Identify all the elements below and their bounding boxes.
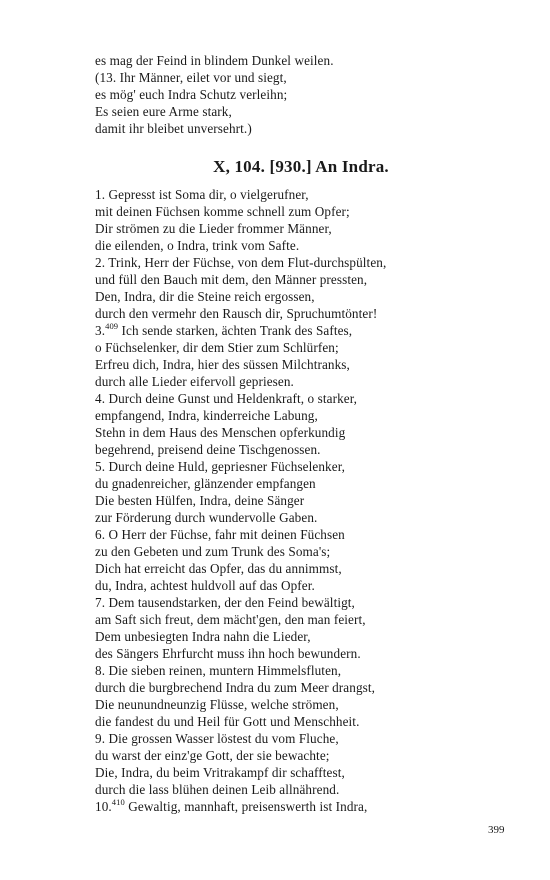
intro-line: damit ihr bleibet unversehrt.): [95, 121, 252, 136]
verse-line: 9. Die grossen Wasser löstest du vom Fluche,: [95, 731, 339, 746]
verse-number: 10.: [95, 799, 112, 814]
verse-line: Dem unbesiegten Indra nahn die Lieder,: [95, 629, 311, 644]
verse-line: mit deinen Füchsen komme schnell zum Opfer;: [95, 204, 350, 219]
verse-line: Dich hat erreicht das Opfer, das du annimmst,: [95, 561, 342, 576]
hymn-heading-text: X, 104. [930.] An Indra.: [213, 157, 389, 176]
verse-line: am Saft sich freut, dem mächt'gen, den man feiert,: [95, 612, 366, 627]
intro-line: (13. Ihr Männer, eilet vor und siegt,: [95, 70, 287, 85]
verse-line: 2. Trink, Herr der Füchse, von dem Flut-durchspülten,: [95, 255, 387, 270]
verse-line: 5. Durch deine Huld, gepriesner Füchselenker,: [95, 459, 346, 474]
verse-line: 8. Die sieben reinen, muntern Himmelsfluten,: [95, 663, 342, 678]
verse-line: Die, Indra, du beim Vritrakampf dir schafftest,: [95, 765, 345, 780]
verse-line: Stehn in dem Haus des Menschen opferkundig: [95, 425, 346, 440]
verse-line: durch die lass blühen deinen Leib allnährend.: [95, 782, 340, 797]
verse-line: durch den vermehr den Rausch dir, Spruchumtönter!: [95, 306, 378, 321]
verse-line: Dir strömen zu die Lieder frommer Männer,: [95, 221, 332, 236]
verse-line: du gnadenreicher, glänzender empfangen: [95, 476, 316, 491]
verse-number: 3.: [95, 323, 106, 338]
verse-line: durch die burgbrechend Indra du zum Meer drangst,: [95, 680, 376, 695]
verse-line: du warst der einz'ge Gott, der sie bewachte;: [95, 748, 330, 763]
page-number: 399: [488, 824, 505, 836]
verse-line: [95, 322, 352, 339]
verse-line: 4. Durch deine Gunst und Heldenkraft, o starker,: [95, 391, 358, 406]
verse-line: zu den Gebeten und zum Trunk des Soma's;: [95, 544, 331, 559]
verse-line: begehrend, preisend deine Tischgenossen.: [95, 442, 321, 457]
verse-line: Die besten Hülfen, Indra, deine Sänger: [95, 493, 305, 508]
verse-line: Erfreu dich, Indra, hier des süssen Milchtranks,: [95, 357, 350, 372]
verse-line: die fandest du und Heil für Gott und Menschheit.: [95, 714, 360, 729]
verse-line: Die neunundneunzig Flüsse, welche strömen,: [95, 697, 339, 712]
verse-line: du, Indra, achtest huldvoll auf das Opfer.: [95, 578, 315, 593]
hymn-heading: [0, 156, 550, 178]
verse-line: zur Förderung durch wundervolle Gaben.: [95, 510, 318, 525]
verse-text: Ich sende starken, ächten Trank des Saftes,: [118, 323, 353, 338]
footnote-marker[interactable]: 410: [111, 797, 125, 807]
verse-text: Gewaltig, mannhaft, preisenswerth ist Indra,: [124, 799, 368, 814]
verse-line: o Füchselenker, dir dem Stier zum Schlürfen;: [95, 340, 339, 355]
intro-line: es mög' euch Indra Schutz verleihn;: [95, 87, 288, 102]
verse-line: [95, 798, 367, 815]
verse-line: 1. Gepresst ist Soma dir, o vielgerufner,: [95, 187, 309, 202]
footnote-marker[interactable]: 409: [105, 321, 119, 331]
verse-line: und füll den Bauch mit dem, den Männer pressten,: [95, 272, 368, 287]
verse-line: des Sängers Ehrfurcht muss ihn hoch bewundern.: [95, 646, 361, 661]
verse-line: empfangend, Indra, kinderreiche Labung,: [95, 408, 318, 423]
intro-line: es mag der Feind in blindem Dunkel weilen.: [95, 53, 334, 68]
intro-line: Es seien eure Arme stark,: [95, 104, 232, 119]
verse-line: 6. O Herr der Füchse, fahr mit deinen Füchsen: [95, 527, 345, 542]
verse-line: Den, Indra, dir die Steine reich ergossen,: [95, 289, 315, 304]
verse-line: durch alle Lieder eifervoll gepriesen.: [95, 374, 294, 389]
verse-line: 7. Dem tausendstarken, der den Feind bewältigt,: [95, 595, 355, 610]
verse-line: die eilenden, o Indra, trink vom Safte.: [95, 238, 300, 253]
